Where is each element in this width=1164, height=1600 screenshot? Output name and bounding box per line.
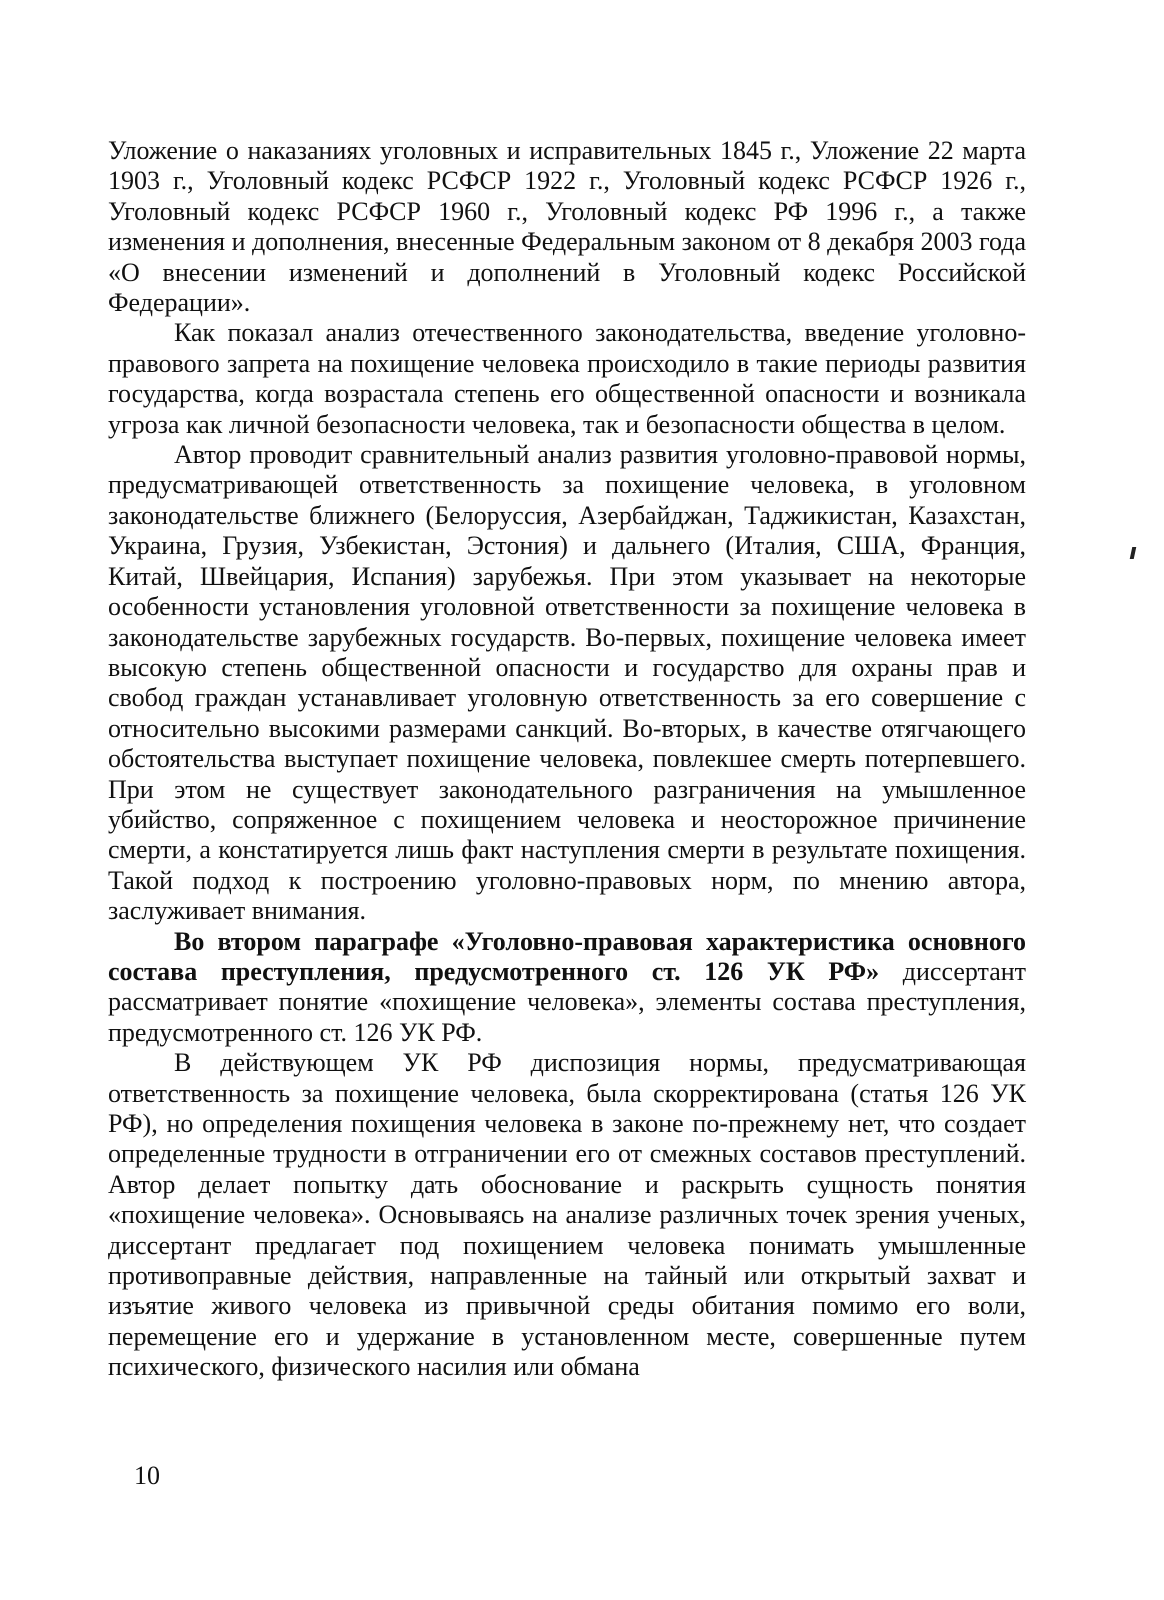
section-heading-inline: Во втором параграфе «Уголовно-правовая характеристика основного состава преступления, предусмотренного ст. 126 УК РФ» <box>108 926 1026 986</box>
document-text-body <box>108 136 1026 1383</box>
paragraph-2: Как показал анализ отечественного законодательства, введение уголовно-правового запрета на похищение человека происходило в такие периоды развития государства, когда возрастала степень его общественной опасности и возникала угроза как личной безопасности человека, так и безопасности общества в целом. <box>108 318 1026 439</box>
paragraph-3: Автор проводит сравнительный анализ развития уголовно-правовой нормы, предусматривающей ответственность за похищение человека, в уголовном законодательстве ближнего (Белоруссия, Азербайджан, Таджикистан, Казахстан, Украина, Грузия, Узбекистан, Эстония) и дальнего (Италия, США, Франция, Китай, Швейцария, Испания) зарубежья. При этом указывает на некоторые особенности установления уголовной ответственности за похищение человека в законодательстве зарубежных государств. Во-первых, похищение человека имеет высокую степень общественной опасности и государство для охраны прав и свобод граждан устанавливает уголовную ответственность за его совершение с относительно высокими размерами санкций. Во-вторых, в качестве отягчающего обстоятельства выступает похищение человека, повлекшее смерть потерпевшего. При этом не существует законодательного разграничения на умышленное убийство, сопряженное с похищением человека и неосторожное причинение смерти, а констатируется лишь факт наступления смерти в результате похищения. Такой подход к построению уголовно-правовых норм, по мнению автора, заслуживает внимания. <box>108 440 1026 926</box>
paragraph-4-text: диссертант рассматривает понятие «похищение человека», элементы состава преступления, предусмотренного ст. 126 УК РФ. <box>108 956 1027 1047</box>
page-number: 10 <box>134 1461 160 1490</box>
paragraph-5: В действующем УК РФ диспозиция нормы, предусматривающая ответственность за похищение человека, была скорректирована (статья 126 УК РФ), но определения похищения человека в законе по-прежнему нет, что создает определенные трудности в отграничении его от смежных составов преступлений. Автор делает попытку дать обоснование и раскрыть сущность понятия «похищение человека». Основываясь на анализе различных точек зрения ученых, диссертант предлагает под похищением человека понимать умышленные противоправные действия, направленные на тайный или открытый захват и изъятие живого человека из привычной среды обитания помимо его воли, перемещение его и удержание в установленном месте, совершенные путем психического, физического насилия или обмана <box>108 1048 1026 1382</box>
paragraph-1: Уложение о наказаниях уголовных и исправительных 1845 г., Уложение 22 марта 1903 г., Уголовный кодекс РСФСР 1922 г., Уголовный кодекс РСФСР 1926 г., Уголовный кодекс РСФСР 1960 г., Уголовный кодекс РФ 1996 г., а также изменения и дополнения, внесенные Федеральным законом от 8 декабря 2003 года «О внесении изменений и дополнений в Уголовный кодекс Российской Федерации». <box>108 136 1026 318</box>
scan-artifact-mark <box>1130 547 1137 559</box>
paragraph-4 <box>108 927 1026 1049</box>
